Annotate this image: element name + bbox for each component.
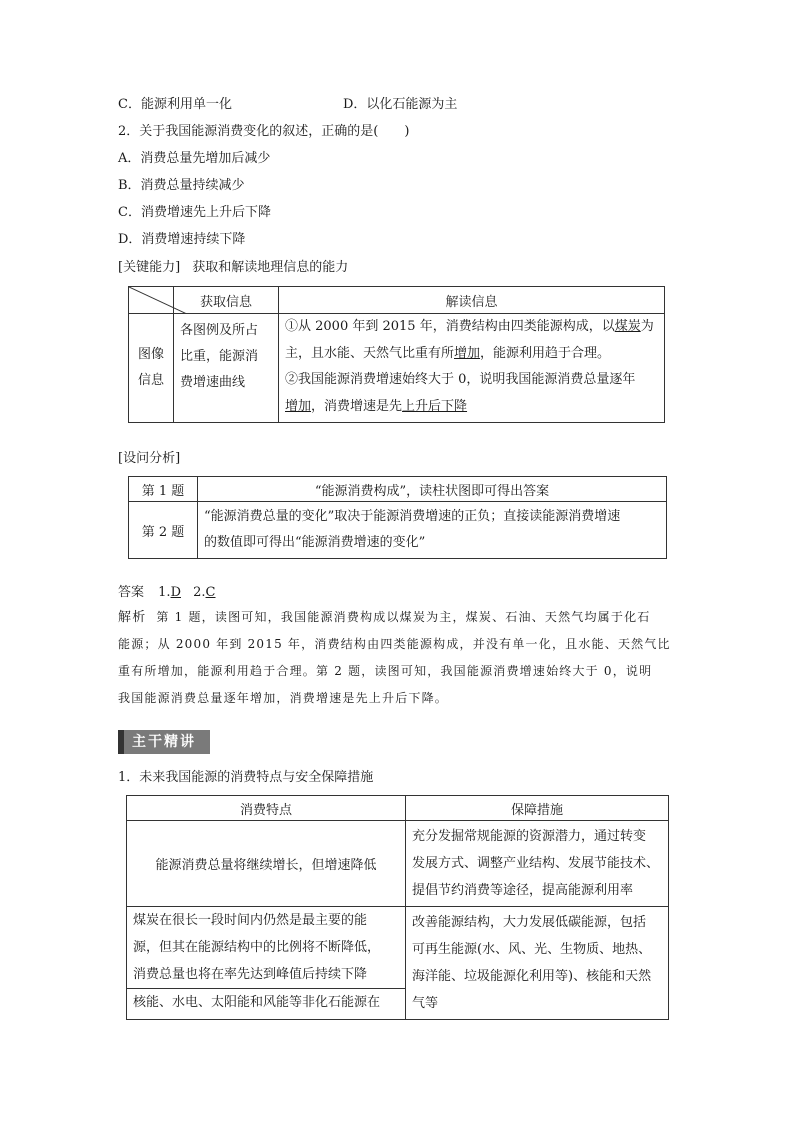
question-analysis-table [128, 476, 667, 559]
underlined-rise-fall: 上升后下降 [402, 398, 468, 414]
analysis-label: 解析 [118, 610, 147, 625]
answer-label: 答案 [118, 585, 145, 600]
answer-2-value: C [205, 585, 216, 600]
q2-analysis [198, 502, 667, 559]
q2-analysis-line1: “能源消费总量的变化”取决于能源消费增速的正负；直接读能源消费增速 [204, 509, 621, 524]
get-info-cell [174, 314, 279, 423]
analysis-line3: 重有所增加，能源利用趋于合理。第 2 题，读图可知，我国能源消费增速始终大于 0，说明 [118, 664, 653, 678]
diagonal-line-icon [129, 287, 187, 314]
q2-option-a: A．消费总量先增加后减少 [118, 151, 271, 166]
measure-2-line3: 海洋能、垃圾能源化利用等)、核能和天然 [412, 969, 652, 984]
q2-label: 第 2 题 [129, 502, 198, 559]
q2-option-c: C．消费增速先上升后下降 [118, 205, 271, 220]
measure-row-2 [406, 907, 669, 1020]
row-label-line1: 图像 [137, 347, 164, 362]
q2-option-d: D．消费增速持续下降 [118, 232, 246, 247]
answer-1-value: D [170, 585, 181, 600]
key-ability-text: 获取和解读地理信息的能力 [192, 260, 349, 275]
feature-2-line1: 煤炭在很长一段时间内仍然是最主要的能 [133, 913, 368, 928]
analysis-line2: 能源；从 2000 年到 2015 年，消费结构由四类能源构成，并没有单一化，且水能、天然气比 [118, 637, 671, 651]
q1-label: 第 1 题 [129, 477, 198, 502]
underlined-coal: 煤炭 [614, 319, 641, 334]
question-analysis-label: [设问分析] [118, 451, 181, 466]
feature-2-line3: 消费总量也将在率先达到峰值后持续下降 [133, 967, 368, 982]
measure-row-1 [406, 821, 669, 907]
interpret-line1: ①从 2000 年到 2015 年，消费结构由四类能源构成，以煤炭为 [285, 319, 654, 334]
feature-2-line2: 源，但其在能源结构中的比例将不断降低， [133, 940, 381, 955]
option-c: C．能源利用单一化 [118, 97, 232, 112]
key-ability-label: [关键能力] [118, 260, 181, 275]
answer-line: 答案 1.D 2.C [118, 585, 216, 600]
measure-1-line3: 提倡节约消费等途径，提高能源利用率 [412, 883, 634, 898]
col-header-measures: 保障措施 [406, 796, 669, 821]
header-get-info: 获取信息 [174, 287, 279, 314]
analysis-line4: 我国能源消费总量逐年增加，消费增速是先上升后下降。 [118, 691, 449, 705]
measure-2-line1: 改善能源结构，大力发展低碳能源，包括 [412, 915, 647, 930]
topic-1-heading: 1．未来我国能源的消费特点与安全保障措施 [118, 770, 374, 785]
feature-row-2 [127, 907, 406, 1020]
banner-accent-bar [118, 730, 124, 754]
q2-analysis-line2: 的数值即可得出“能源消费增速的变化” [204, 535, 426, 550]
get-info-line3: 费增速曲线 [180, 375, 246, 390]
section-banner [118, 730, 210, 754]
interpret-info-cell [279, 314, 665, 423]
interpret-line3: ②我国能源消费增速始终大于 0，说明我国能源消费总量逐年 [285, 372, 636, 387]
analysis-line1: 解析 第 1 题，读图可知，我国能源消费构成以煤炭为主，煤炭、石油、天然气均属于化石 [118, 610, 651, 625]
col-header-features: 消费特点 [127, 796, 406, 821]
feature-row-1: 能源消费总量将继续增长，但增速降低 [127, 821, 406, 907]
interpret-line4: 增加，消费增速是先上升后下降 [285, 398, 468, 414]
measure-1-line2: 发展方式、调整产业结构、发展节能技术、 [412, 856, 660, 871]
question-2-stem: 2．关于我国能源消费变化的叙述，正确的是( ) [118, 124, 410, 139]
underlined-increase-2: 增加 [285, 398, 312, 414]
key-ability-heading [118, 258, 348, 278]
get-info-line1: 各图例及所占 [180, 323, 259, 338]
section-title: 主干精讲 [132, 734, 196, 750]
measure-1-line1: 充分发掘常规能源的资源潜力，通过转变 [412, 829, 647, 844]
interpret-line2: 主，且水能、天然气比重有所增加，能源利用趋于合理。 [285, 345, 611, 361]
q1-analysis: “能源消费构成”，读柱状图即可得出答案 [198, 477, 667, 502]
measure-2-line4: 气等 [412, 996, 439, 1011]
option-d: D．以化石能源为主 [343, 97, 458, 112]
get-info-line2: 比重，能源消 [180, 349, 259, 364]
q2-option-b: B．消费总量持续减少 [118, 178, 245, 193]
key-ability-table [128, 286, 665, 423]
analysis-paragraph [118, 604, 671, 712]
feature-row-3: 核能、水电、太阳能和风能等非化石能源在 [127, 988, 405, 1016]
underlined-increase: 增加 [454, 345, 481, 361]
header-interpret-info: 解读信息 [279, 287, 665, 314]
row-label-image-info [129, 314, 174, 423]
diagonal-header-cell [129, 287, 174, 314]
measure-2-line2: 可再生能源(水、风、光、生物质、地热、 [412, 942, 652, 957]
row-label-line2: 信息 [137, 373, 164, 388]
consumption-measures-table [126, 795, 669, 1020]
